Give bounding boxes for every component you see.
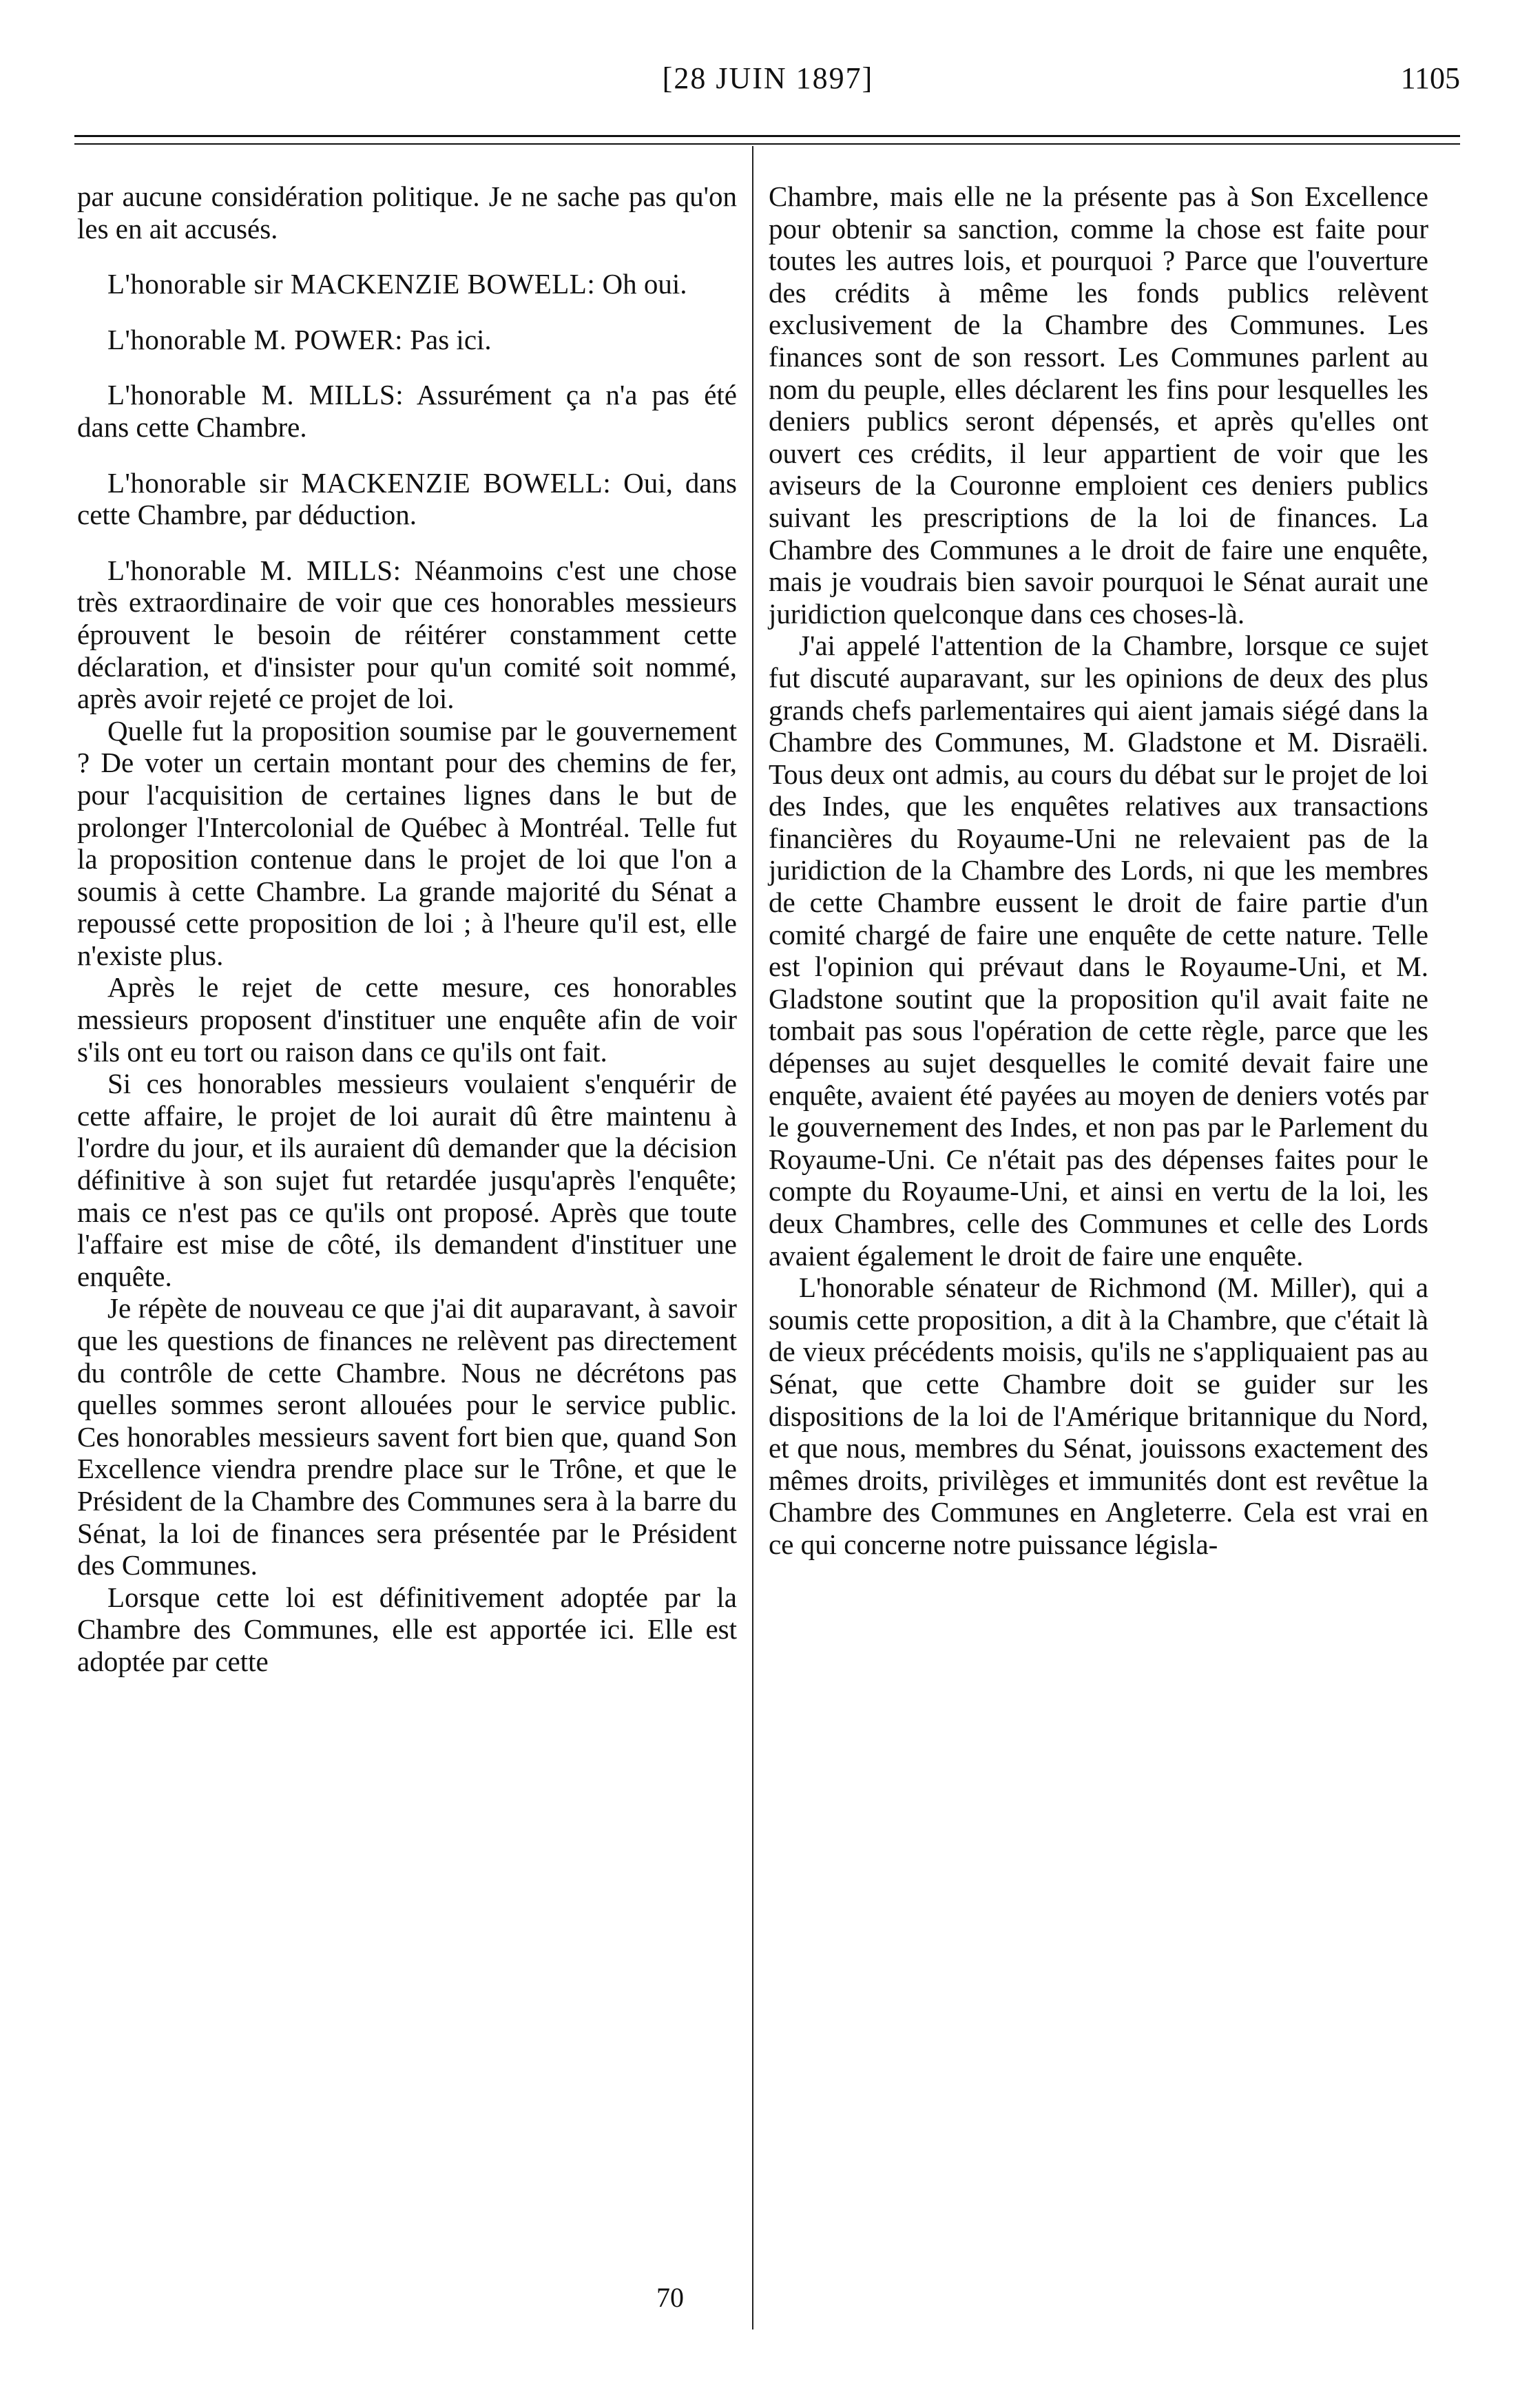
left-column <box>77 180 737 1678</box>
paragraph-text: Assurément ça n'a pas été dans cette Chambre. <box>77 379 738 443</box>
paragraph <box>77 715 737 972</box>
paragraph <box>769 630 1428 1272</box>
speaker-name: L'honorable M. POWER: <box>107 323 403 355</box>
speaker-name: L'honorable sir MACKENZIE BOWELL: <box>107 268 596 300</box>
page-number: 1105 <box>1400 61 1460 95</box>
running-head <box>76 61 1460 102</box>
signature-number: 70 <box>656 2282 684 2313</box>
paragraph-text: J'ai appelé l'attention de la Chambre, lorsque ce sujet fut discuté auparavant, sur les opinions de deux des plus grands chefs parlementaires qui aient jamais siégé dans la Chambre des Communes, M. Gladstone et M. Disraëli. Tous deux ont admis, au cours du débat sur le projet de loi des Indes, que les enquêtes relatives aux transactions financières du Royaume-Uni ne relevaient pas de la juridiction de la Chambre des Lords, ni que les membres de cette Chambre eussent le droit de faire partie d'un comité chargé de faire une enquête de cette nature. Telle est l'opinion qui prévaut dans le Royaume-Uni, et M. Gladstone soutint que la proposition qu'il avait faite ne tombait pas sous l'opération de cette règle, parce que les dépenses au sujet desquelles le comité devait faire une enquête, avaient été payées au moyen de deniers votés par le gouvernement des Indes, et non pas par le Parlement du Royaume-Uni. Ce n'était pas des dépenses faites pour le compte du Royaume-Uni, et ainsi en vertu de la loi, les deux Chambres, celle des Communes et celle des Lords avaient également le droit de faire une enquête. <box>769 630 1428 1272</box>
speech-paragraph <box>77 268 737 300</box>
paragraph-text: Je répète de nouveau ce que j'ai dit auparavant, à savoir que les questions de finances ne relèvent pas directement du contrôle de cette Chambre. Nous ne décrétons pas quelles sommes seront allouées pour le service public. Ces honorables messieurs savent fort bien que, quand Son Excellence viendra prendre place sur le Trône, et que le Président de la Chambre des Communes sera à la barre du Sénat, la loi de finances sera présentée par le Président des Communes. <box>77 1292 737 1581</box>
continuation-paragraph <box>769 180 1428 630</box>
speech-paragraph <box>77 554 737 715</box>
right-column <box>769 180 1428 1561</box>
paragraph-text: Pas ici. <box>402 323 492 355</box>
paragraph-text: Oh oui. <box>595 268 687 300</box>
paragraph-text: L'honorable sénateur de Richmond (M. Miller), qui a soumis cette proposition, a dit à la Chambre, que c'était là de vieux précédents moisis, qu'ils ne s'appliquaient pas au Sénat, que cette Chambre doit se guider sur les dispositions de la loi de l'Amérique britannique du Nord, et que nous, membres du Sénat, jouissons exactement des mêmes droits, privilèges et immunités dont est revêtue la Chambre des Communes en Angleterre. Cela est vrai en ce qui concerne notre puissance législa- <box>769 1272 1428 1560</box>
running-title: [28 JUIN 1897] <box>662 61 874 95</box>
paragraph <box>769 1272 1428 1560</box>
paragraph <box>77 971 737 1068</box>
header-rule-bottom <box>74 143 1460 145</box>
speech-paragraph <box>77 379 737 443</box>
paragraph-text: Néanmoins c'est une chose très extraordinaire de voir que ces honorables messieurs éprouvent le besoin de réitérer constamment cette déclaration, et d'insister pour qu'un comité soit nommé, après avoir rejeté ce projet de loi. <box>77 554 738 715</box>
paragraph-text: par aucune considération politique. Je ne sache pas qu'on les en ait accusés. <box>77 180 737 245</box>
paragraph-text: Chambre, mais elle ne la présente pas à Son Excellence pour obtenir sa sanction, comme la chose est faite pour toutes les autres lois, et pourquoi ? Parce que l'ouverture des crédits à même les fonds publics relèvent exclusivement de la Chambre des Communes. Les finances sont de son ressort. Les Communes parlent au nom du peuple, elles déclarent les fins pour lesquelles les deniers publics seront dépensés, et après qu'elles ont ouvert ces crédits, il leur appartient de voir que les aviseurs de la Couronne emploient ces deniers publics suivant les prescriptions de la loi de finances. La Chambre des Communes a le droit de faire une enquête, mais je voudrais bien savoir pourquoi le Sénat aurait une juridiction quelconque dans ces choses-là. <box>769 180 1428 630</box>
speech-paragraph <box>77 324 737 356</box>
paragraph-text: Après le rejet de cette mesure, ces honorables messieurs proposent d'instituer une enquête afin de voir s'ils ont eu tort ou raison dans ce qu'ils ont fait. <box>77 971 737 1068</box>
paragraph-text: Oui, dans cette Chambre, par déduction. <box>77 466 738 531</box>
paragraph-text: Lorsque cette loi est définitivement adoptée par la Chambre des Communes, elle est apportée ici. Elle est adoptée par cette <box>77 1581 737 1677</box>
paragraph <box>77 1581 737 1678</box>
paragraph <box>77 1068 737 1292</box>
paragraph <box>77 1292 737 1581</box>
continuation-paragraph <box>77 180 737 245</box>
header-rule-top <box>74 135 1460 137</box>
paragraph-text: Quelle fut la proposition soumise par le gouvernement ? De voter un certain montant pour des chemins de fer, pour l'acquisition de certaines lignes dans le but de prolonger l'Intercolonial de Québec à Montréal. Telle fut la proposition contenue dans le projet de loi que l'on a soumis à cette Chambre. La grande majorité du Sénat a repoussé cette proposition de loi ; à l'heure qu'il est, elle n'existe plus. <box>77 714 737 971</box>
speaker-name: L'honorable M. MILLS: <box>107 554 402 586</box>
speaker-name: L'honorable M. MILLS: <box>107 379 404 411</box>
speaker-name: L'honorable sir MACKENZIE BOWELL: <box>107 466 612 499</box>
speech-paragraph <box>77 467 737 531</box>
column-divider <box>752 146 753 2329</box>
paragraph-text: Si ces honorables messieurs voulaient s'enquérir de cette affaire, le projet de loi aurait dû être maintenu à l'ordre du jour, et ils auraient dû demander que la décision définitive à son sujet fut retardée jusqu'après l'enquête; mais ce n'est pas ce qu'ils ont proposé. Après que toute l'affaire est mise de côté, ils demandent d'instituer une enquête. <box>77 1068 737 1292</box>
